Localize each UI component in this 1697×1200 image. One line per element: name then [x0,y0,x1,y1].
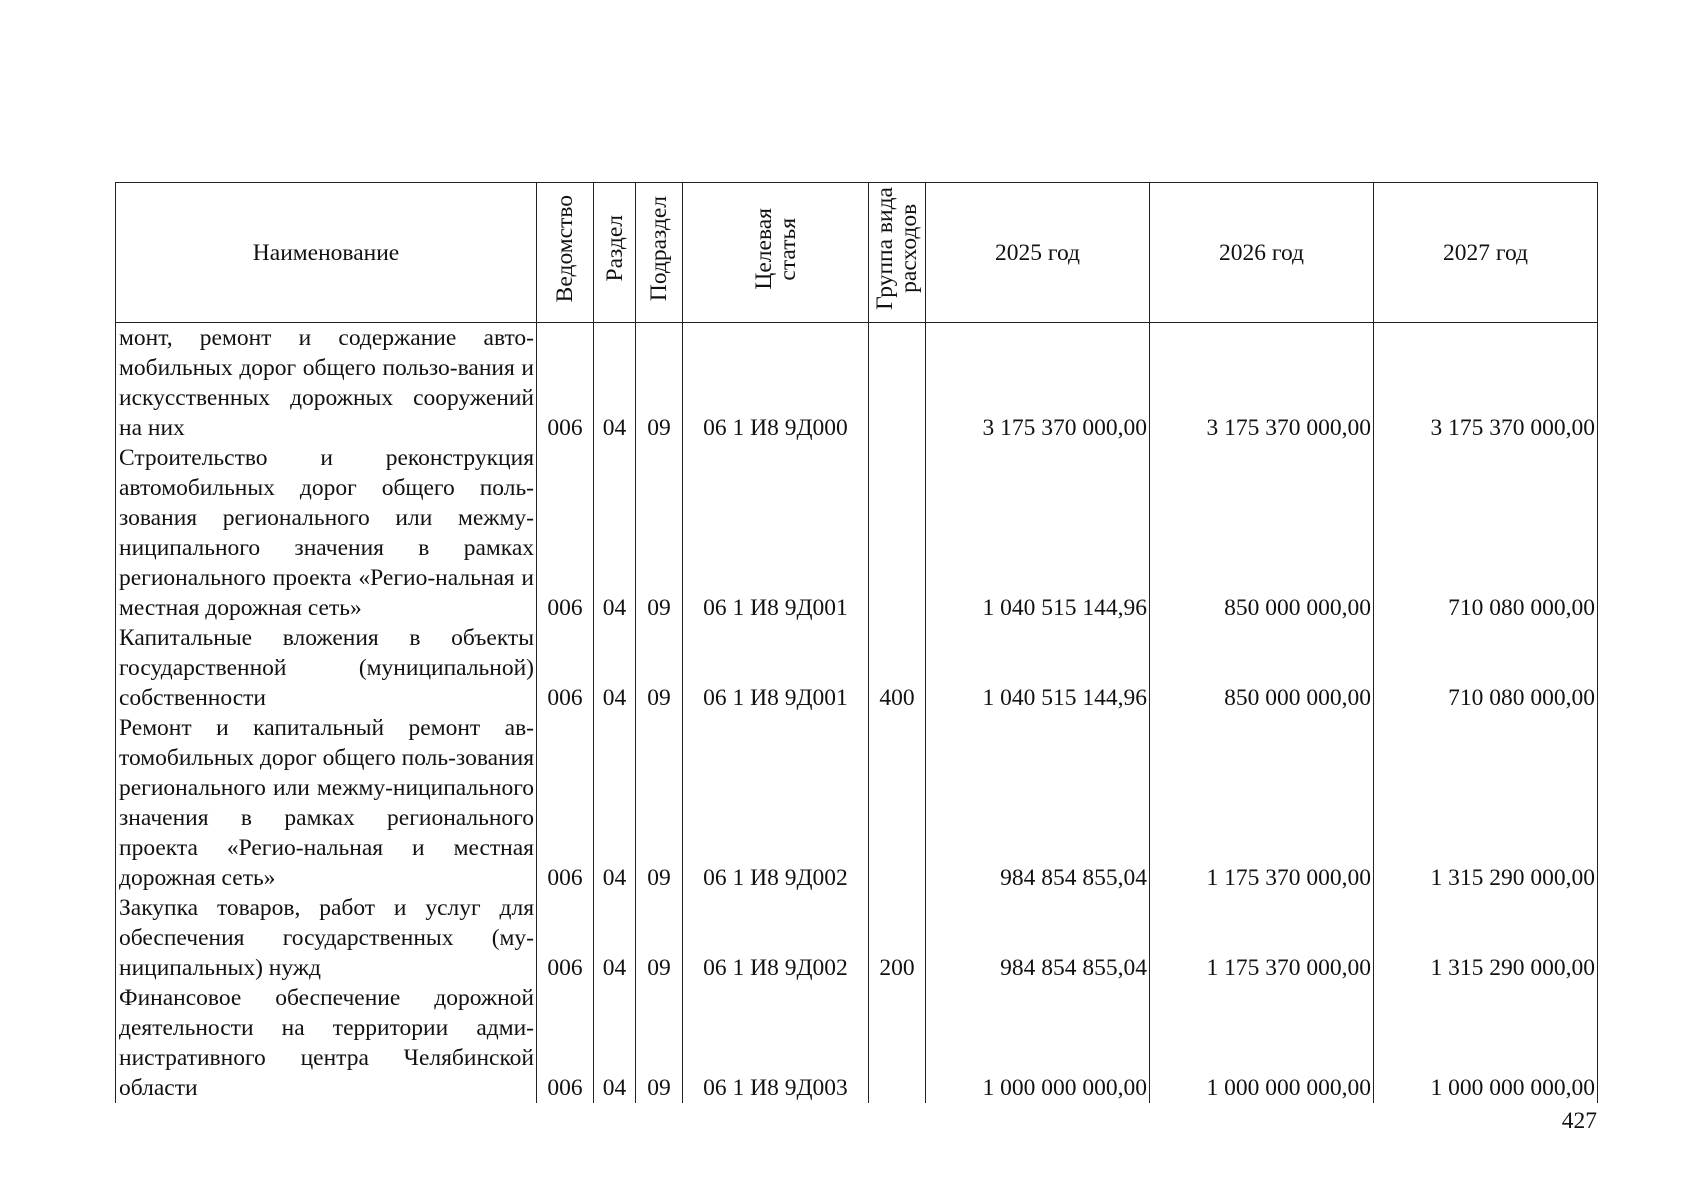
row-expense-group [869,713,926,893]
row-name: монт, ремонт и содержание авто-мобильных дорог общего пользо-вания и искусственных дорожных сооружений на них [116,323,537,444]
header-target-article: Целевая статья [683,183,869,323]
row-2027-amount: 1 000 000 000,00 [1374,983,1598,1103]
row-target-article: 06 1 И8 9Д001 [683,443,869,623]
row-2027-amount: 1 315 290 000,00 [1374,893,1598,983]
row-expense-group [869,983,926,1103]
row-section: 04 [594,623,636,713]
row-2025-amount: 984 854 855,04 [926,713,1150,893]
row-name: Закупка товаров, работ и услуг для обеспечения государственных (му-ниципальных) нужд [116,893,537,983]
row-subsection: 09 [636,443,683,623]
row-name: Ремонт и капитальный ремонт ав-томобильных дорог общего поль-зования регионального или межму-ниципального значения в рамках регионального проекта «Регио-нальная и местная дорожная сеть» [116,713,537,893]
row-department: 006 [537,443,594,623]
row-section: 04 [594,983,636,1103]
row-department: 006 [537,713,594,893]
row-2026-amount: 850 000 000,00 [1150,623,1374,713]
row-department: 006 [537,983,594,1103]
row-2027-amount: 710 080 000,00 [1374,443,1598,623]
row-section: 04 [594,893,636,983]
table-row [116,443,1598,623]
row-2026-amount: 1 175 370 000,00 [1150,713,1374,893]
row-2026-amount: 1 175 370 000,00 [1150,893,1374,983]
header-year-2026: 2026 год [1150,183,1374,323]
table-row [116,893,1598,983]
row-2025-amount: 3 175 370 000,00 [926,323,1150,444]
header-department: Ведомство [537,183,594,323]
row-expense-group: 200 [869,893,926,983]
row-subsection: 09 [636,623,683,713]
row-2027-amount: 1 315 290 000,00 [1374,713,1598,893]
row-2025-amount: 1 000 000 000,00 [926,983,1150,1103]
table-row [116,983,1598,1103]
row-target-article: 06 1 И8 9Д003 [683,983,869,1103]
row-department: 006 [537,323,594,444]
row-section: 04 [594,443,636,623]
row-name: Строительство и реконструкция автомобильных дорог общего поль-зования регионального или межму-ниципального значения в рамках регионального проекта «Регио-нальная и местная дорожная сеть» [116,443,537,623]
row-2027-amount: 3 175 370 000,00 [1374,323,1598,444]
row-section: 04 [594,323,636,444]
row-department: 006 [537,893,594,983]
table-row [116,713,1598,893]
row-subsection: 09 [636,983,683,1103]
row-2025-amount: 1 040 515 144,96 [926,443,1150,623]
row-target-article: 06 1 И8 9Д002 [683,713,869,893]
row-2026-amount: 1 000 000 000,00 [1150,983,1374,1103]
row-section: 04 [594,713,636,893]
table-header-row [116,183,1598,323]
row-target-article: 06 1 И8 9Д002 [683,893,869,983]
row-subsection: 09 [636,323,683,444]
header-section: Раздел [594,183,636,323]
header-year-2027: 2027 год [1374,183,1598,323]
row-target-article: 06 1 И8 9Д000 [683,323,869,444]
header-expense-group: Группа вида расходов [869,183,926,323]
row-subsection: 09 [636,893,683,983]
header-subsection: Подраздел [636,183,683,323]
row-expense-group [869,443,926,623]
table-row [116,323,1598,444]
page-number: 427 [1561,1108,1597,1134]
header-year-2025: 2025 год [926,183,1150,323]
row-target-article: 06 1 И8 9Д001 [683,623,869,713]
row-department: 006 [537,623,594,713]
table-row [116,623,1598,713]
row-name: Капитальные вложения в объекты государственной (муниципальной) собственности [116,623,537,713]
budget-table [115,182,1598,1103]
header-name: Наименование [116,183,537,323]
row-expense-group: 400 [869,623,926,713]
row-subsection: 09 [636,713,683,893]
row-2025-amount: 984 854 855,04 [926,893,1150,983]
row-2025-amount: 1 040 515 144,96 [926,623,1150,713]
row-2027-amount: 710 080 000,00 [1374,623,1598,713]
row-expense-group [869,323,926,444]
row-2026-amount: 3 175 370 000,00 [1150,323,1374,444]
row-2026-amount: 850 000 000,00 [1150,443,1374,623]
row-name: Финансовое обеспечение дорожной деятельности на территории адми-нистративного центра Челябинской области [116,983,537,1103]
